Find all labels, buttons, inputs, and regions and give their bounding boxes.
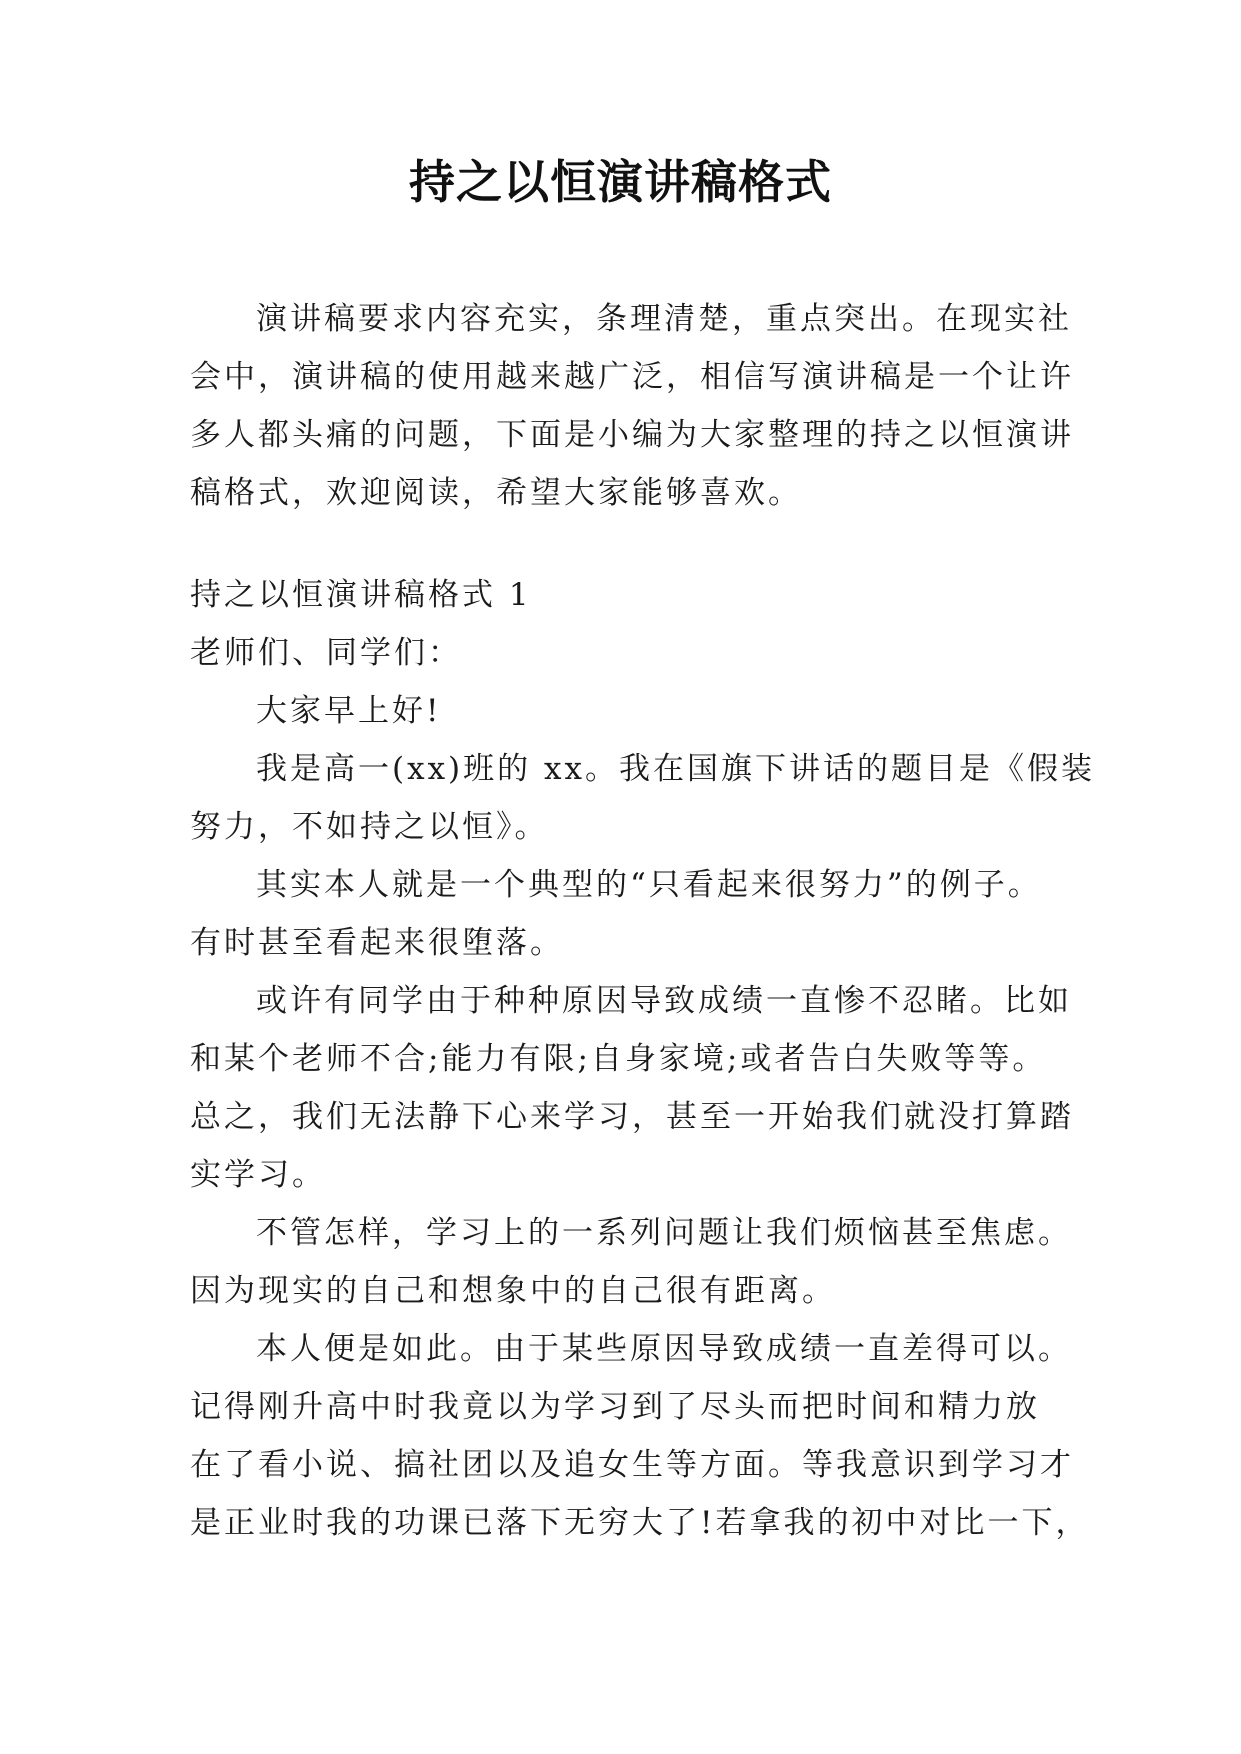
intro-line: 多人都头痛的问题，下面是小编为大家整理的持之以恒演讲 xyxy=(190,417,1074,453)
paragraph-line: 记得刚升高中时我竟以为学习到了尽头而把时间和精力放 xyxy=(190,1389,1040,1425)
paragraph-line: 总之，我们无法静下心来学习，甚至一开始我们就没打算踏 xyxy=(190,1099,1074,1135)
paragraph-line: 有时甚至看起来很堕落。 xyxy=(190,925,564,961)
paragraph-line: 本人便是如此。由于某些原因导致成绩一直差得可以。 xyxy=(256,1331,1072,1367)
paragraph xyxy=(190,1204,1070,1320)
salutation: 老师们、同学们： xyxy=(190,635,462,671)
intro-paragraph xyxy=(190,290,1074,522)
paragraph xyxy=(190,972,1074,1204)
paragraph-line: 因为现实的自己和想象中的自己很有距离。 xyxy=(190,1273,836,1309)
intro-line: 稿格式，欢迎阅读，希望大家能够喜欢。 xyxy=(190,475,802,511)
paragraph-line: 是正业时我的功课已落下无穷大了!若拿我的初中对比一下， xyxy=(190,1505,1090,1541)
section-heading: 持之以恒演讲稿格式 1 xyxy=(190,577,532,613)
greeting: 大家早上好! xyxy=(256,693,442,729)
paragraph xyxy=(190,1320,1090,1552)
document-title: 持之以恒演讲稿格式 xyxy=(409,155,832,209)
paragraph xyxy=(190,856,1070,972)
paragraph-line: 或许有同学由于种种原因导致成绩一直惨不忍睹。比如 xyxy=(256,983,1072,1019)
paragraph-line: 努力，不如持之以恒》。 xyxy=(190,809,549,845)
paragraph-line: 其实本人就是一个典型的“只看起来很努力”的例子。 xyxy=(256,867,1042,903)
intro-line: 会中，演讲稿的使用越来越广泛，相信写演讲稿是一个让许 xyxy=(190,359,1074,395)
document-body xyxy=(190,290,1095,1552)
paragraph-line: 在了看小说、搞社团以及追女生等方面。等我意识到学习才 xyxy=(190,1447,1074,1483)
paragraph xyxy=(190,740,1095,856)
paragraph-line: 和某个老师不合;能力有限;自身家境;或者告白失败等等。 xyxy=(190,1041,1047,1077)
paragraph-line: 实学习。 xyxy=(190,1157,326,1193)
paragraph-line: 不管怎样，学习上的一系列问题让我们烦恼甚至焦虑。 xyxy=(256,1215,1072,1251)
intro-line: 演讲稿要求内容充实，条理清楚，重点突出。在现实社 xyxy=(256,301,1072,337)
paragraph-line: 我是高一(xx)班的 xx。我在国旗下讲话的题目是《假装 xyxy=(256,751,1095,787)
